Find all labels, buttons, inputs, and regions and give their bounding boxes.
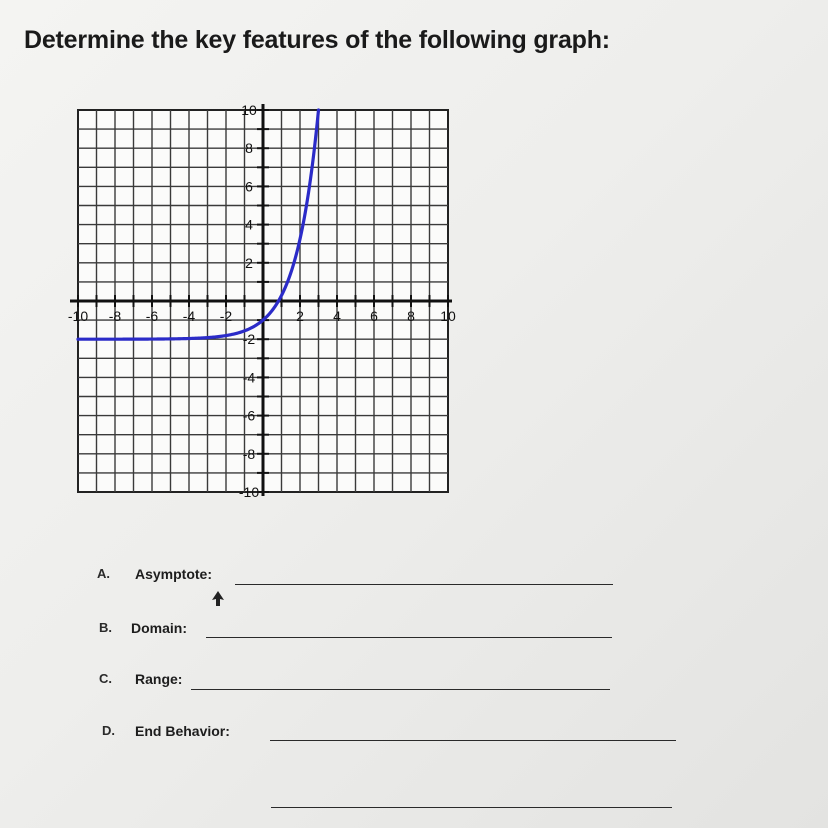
end-behavior-label: End Behavior: <box>135 723 230 739</box>
asymptote-label: Asymptote: <box>135 566 213 582</box>
x-tick-label: -2 <box>219 308 233 324</box>
y-tick-label: -2 <box>242 331 256 348</box>
question-d-letter: D. <box>102 723 115 738</box>
x-tick-label: 4 <box>333 308 341 324</box>
y-tick-label: -6 <box>242 407 256 424</box>
x-tick-label: 2 <box>296 308 304 324</box>
x-tick-label: -6 <box>145 308 159 324</box>
mouse-pointer-icon <box>211 590 225 608</box>
y-tick-label: -8 <box>242 445 256 462</box>
x-tick-label: -4 <box>182 308 196 324</box>
y-tick-label: -10 <box>238 484 260 500</box>
x-tick-label: 10 <box>440 308 456 324</box>
question-a-letter: A. <box>97 566 110 581</box>
y-tick-label: -4 <box>242 369 256 386</box>
y-tick-label: 10 <box>241 102 257 118</box>
y-tick-label: 6 <box>245 178 253 195</box>
y-tick-label: 8 <box>245 140 253 157</box>
domain-label: Domain: <box>131 620 187 636</box>
x-tick-label: 8 <box>407 308 415 324</box>
domain-answer-line[interactable] <box>206 637 612 638</box>
page-title: Determine the key features of the following graph: <box>24 26 610 54</box>
range-label: Range: <box>135 671 183 687</box>
x-tick-label: 6 <box>370 308 378 324</box>
end-behavior-answer-line[interactable] <box>270 740 676 741</box>
x-tick-label: -10 <box>67 308 89 324</box>
y-tick-label: 4 <box>245 216 253 233</box>
coordinate-graph <box>60 100 460 500</box>
x-tick-label: -8 <box>108 308 122 324</box>
end-behavior-answer-line-2[interactable] <box>271 807 672 808</box>
asymptote-answer-line[interactable] <box>235 584 613 585</box>
question-c-letter: C. <box>99 671 112 686</box>
range-answer-line[interactable] <box>191 689 610 690</box>
y-tick-label: 2 <box>245 254 253 271</box>
question-b-letter: B. <box>99 620 112 635</box>
